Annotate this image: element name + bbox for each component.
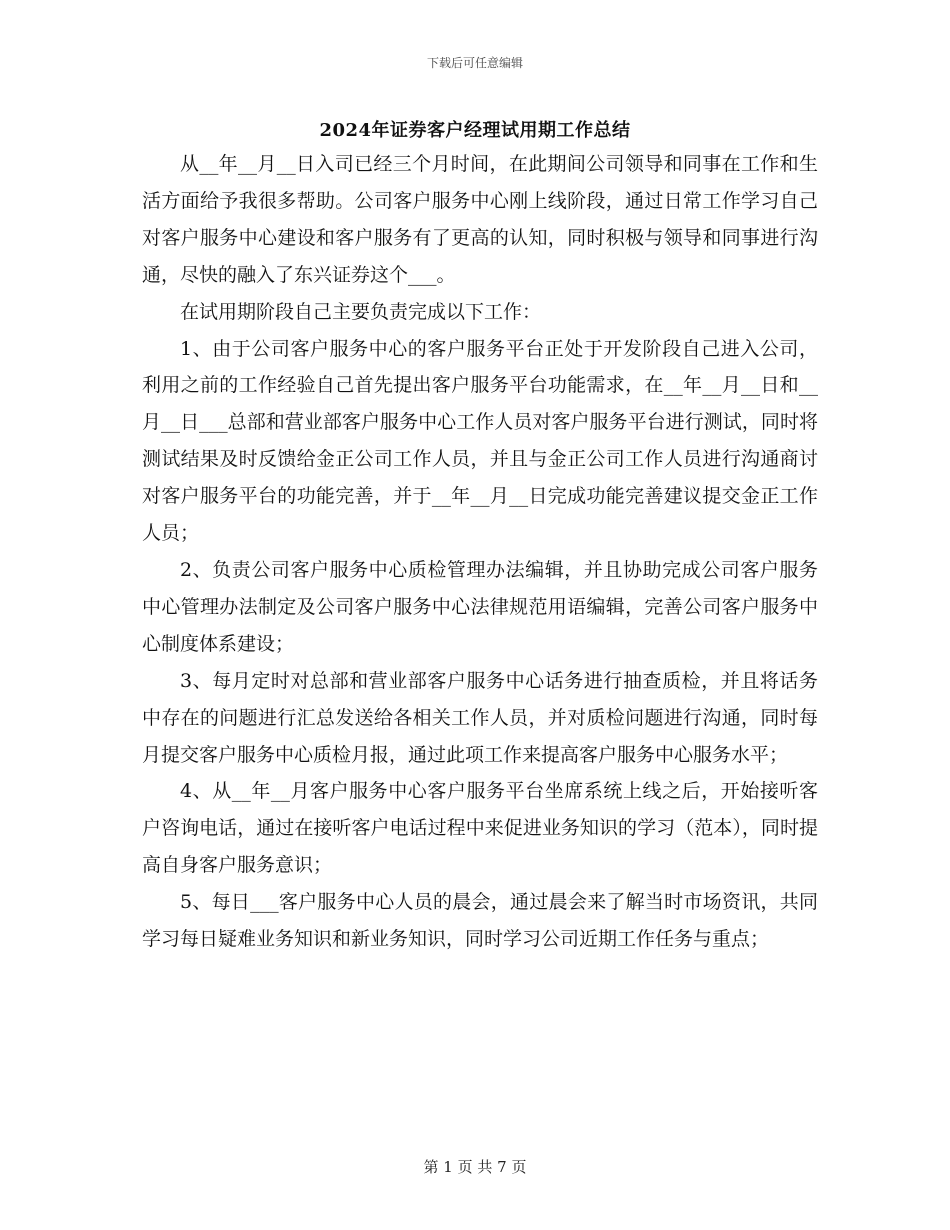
paragraph-item-3: 3、每月定时对总部和营业部客户服务中心话务进行抽查质检，并且将话务中存在的问题进行汇总发送给各相关工作人员，并对质检问题进行沟通，同时每月提交客户服务中心质检月报，通过此项工作来提高客户服务中心服务水平；: [142, 669, 818, 766]
paragraph-work-summary: 在试用期阶段自己主要负责完成以下工作：: [180, 300, 542, 323]
paragraph-item-2: 2、负责公司客户服务中心质检管理办法编辑，并且协助完成公司客户服务中心管理办法制定及公司客户服务中心法律规范用语编辑，完善公司客户服务中心制度体系建设；: [142, 558, 818, 655]
document-title: 2024年证券客户经理试用期工作总结: [319, 120, 631, 141]
paragraph-intro: 从__年__月__日入司已经三个月时间，在此期间公司领导和同事在工作和生活方面给予我很多帮助。公司客户服务中心刚上线阶段，通过日常工作学习自己对客户服务中心建设和客户服务有了更高的认知，同时积极与领导和同事进行沟通，尽快的融入了东兴证券这个___。: [142, 153, 818, 286]
paragraph-item-4: 4、从__年__月客户服务中心客户服务平台坐席系统上线之后，开始接听客户咨询电话，通过在接听客户电话过程中来促进业务知识的学习（范本），同时提高自身客户服务意识；: [142, 780, 818, 877]
page-number: 第 1 页 共 7 页: [423, 1158, 527, 1176]
paragraph-item-1: 1、由于公司客户服务中心的客户服务平台正处于开发阶段自己进入公司，利用之前的工作经验自己首先提出客户服务平台功能需求，在__年__月__日和__月__日___总部和营业部客户服务中心工作人员对客户服务平台进行测试，同时将测试结果及时反馈给金正公司工作人员，并且与金正公司工作人员进行沟通商讨对客户服务平台的功能完善，并于__年__月__日完成功能完善建议提交金正工作人员；: [142, 337, 818, 545]
paragraph-item-5: 5、每日___客户服务中心人员的晨会，通过晨会来了解当时市场资讯，共同学习每日疑难业务知识和新业务知识，同时学习公司近期工作任务与重点；: [142, 891, 818, 951]
document-body: [142, 146, 818, 958]
header-note: 下载后可任意编辑: [426, 56, 523, 70]
